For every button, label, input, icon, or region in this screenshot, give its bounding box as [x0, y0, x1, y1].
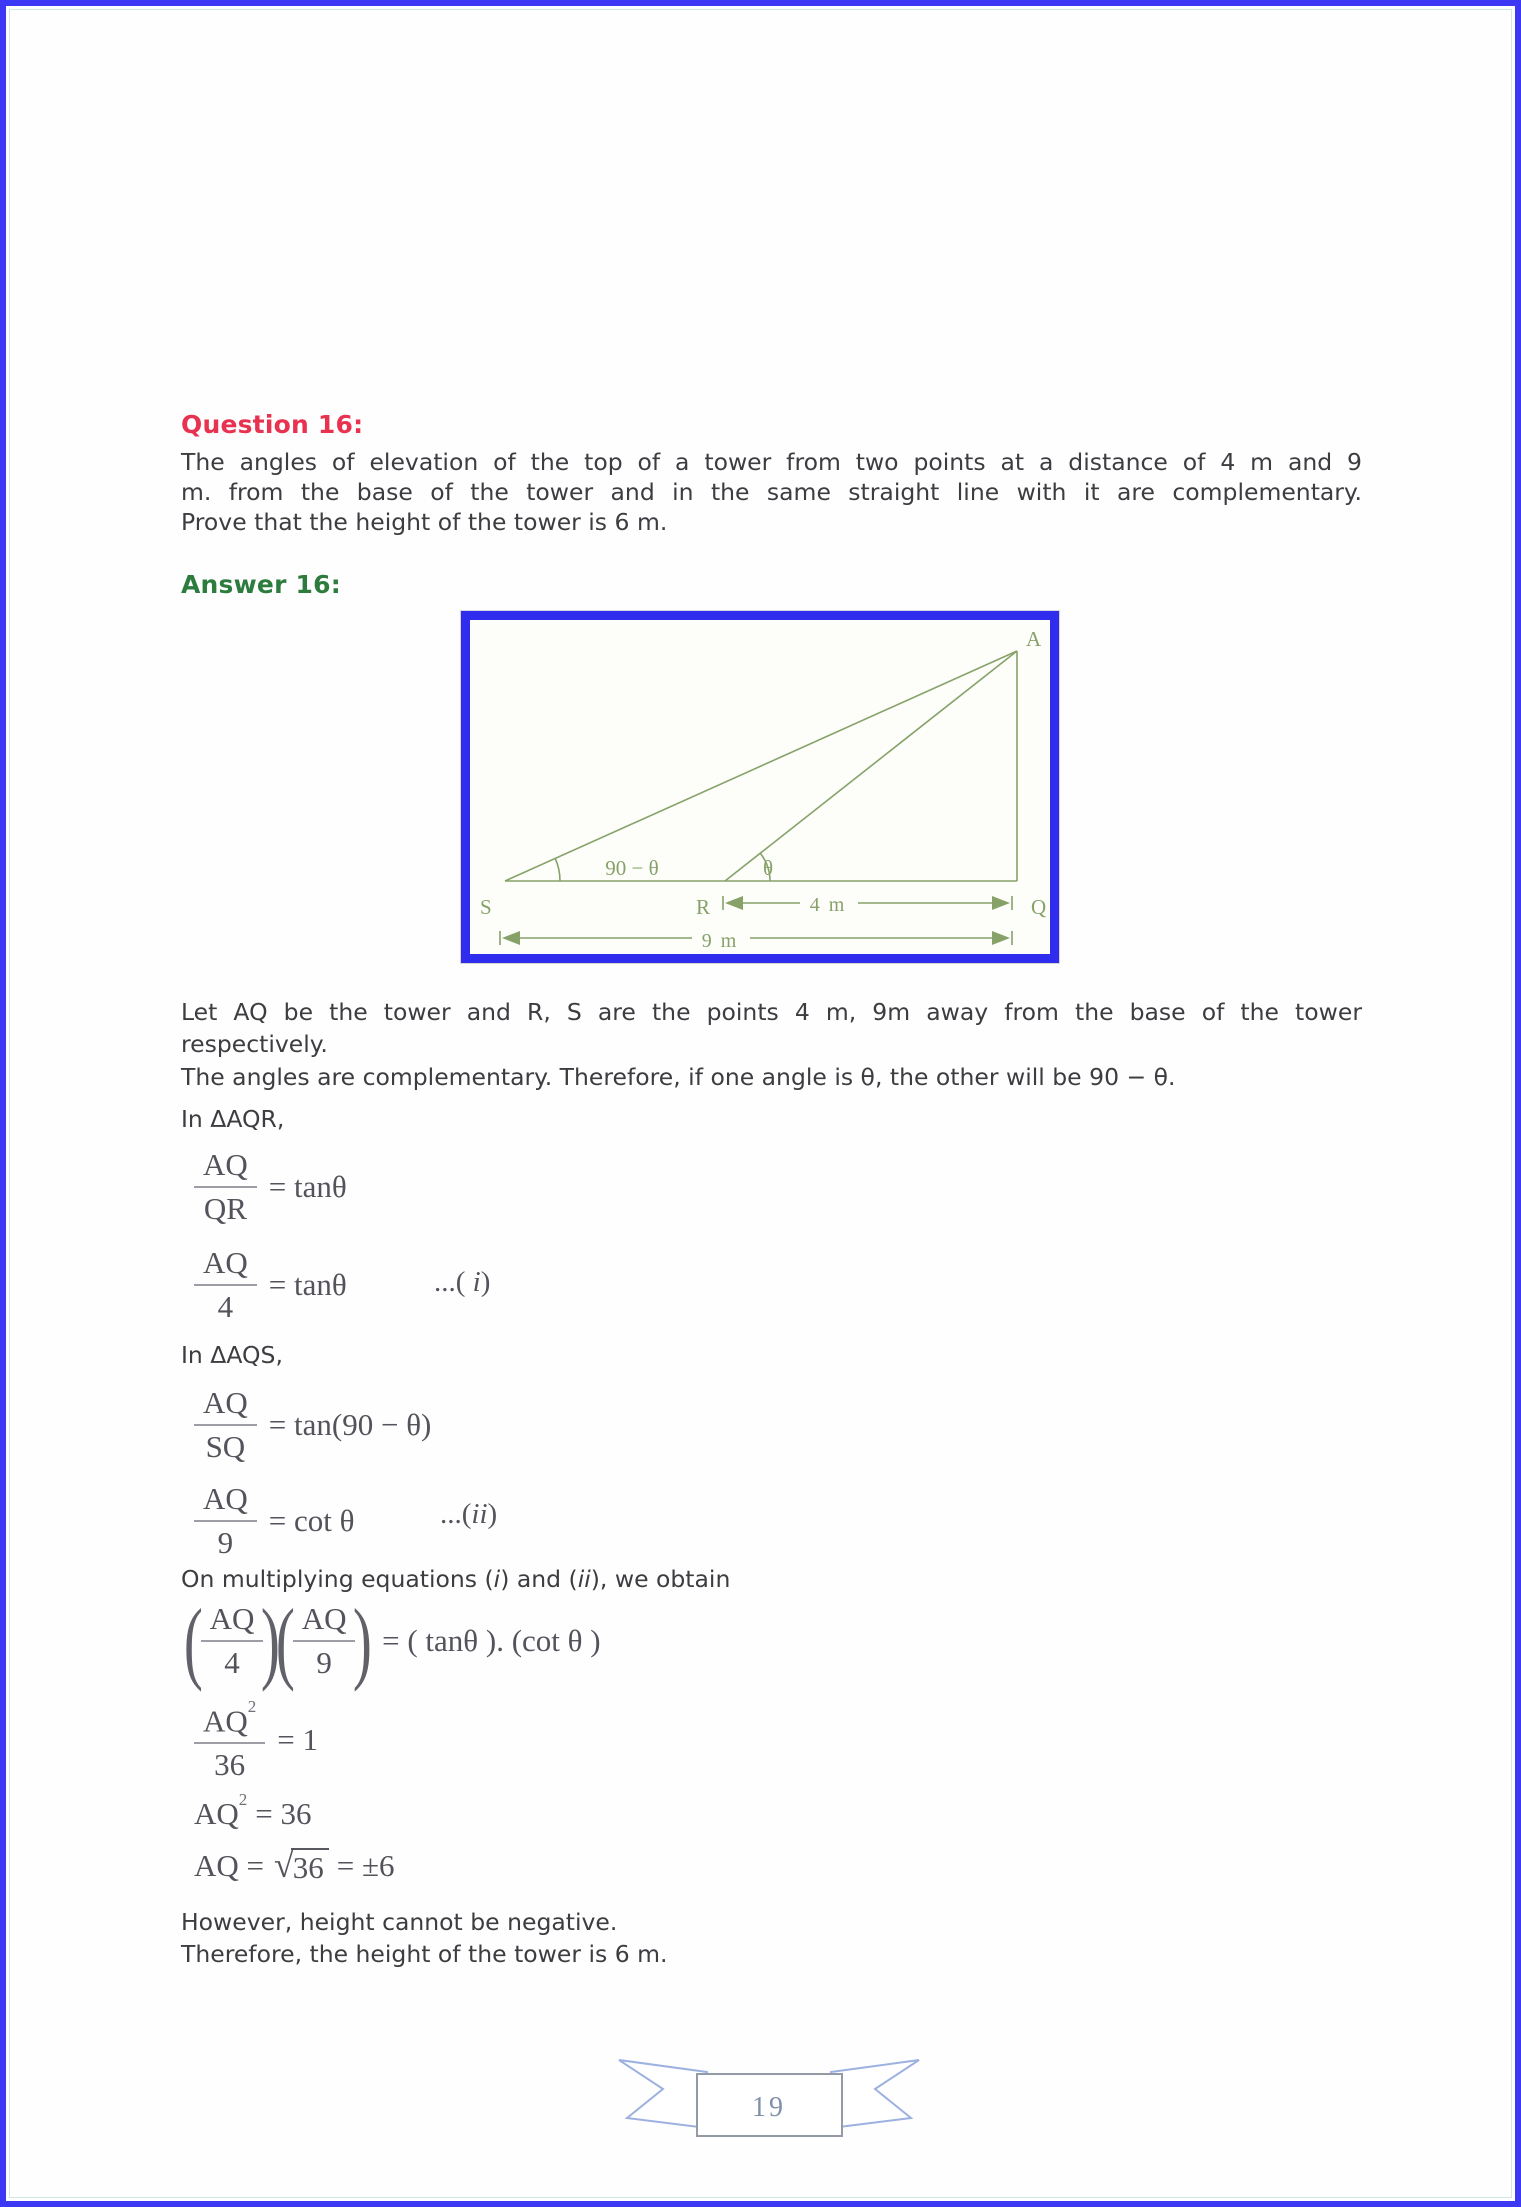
square-root: √ 36 [274, 1848, 329, 1884]
distance-label-9m: 9 m [701, 930, 739, 952]
equation-4-rhs: = cot θ [268, 1503, 355, 1538]
equation-8 [194, 1845, 395, 1885]
equation-8-lhs: AQ = [194, 1848, 265, 1883]
equation-2-rhs: = tanθ [268, 1267, 347, 1302]
question-line-2: m. from the base of the tower and in the same straight line with it are complementary. [181, 478, 1362, 506]
equation-7-lhs: $AQ^2$ [194, 1790, 248, 1831]
dim4-right-arrowhead [992, 896, 1010, 910]
fraction-aq-sq: $\frac{AQ}{SQ}$ [194, 1386, 257, 1464]
page-number: 19 [752, 2092, 786, 2123]
angle-label-r: θ [763, 856, 774, 880]
equation-7-rhs: = 36 [255, 1796, 312, 1831]
solution-complementary-line: The angles are complementary. Therefore, if one angle is θ, the other will be 90 − θ. [181, 1063, 1176, 1091]
big-left-paren-1: ( [183, 1589, 203, 1692]
question-text [181, 447, 1362, 537]
radical-sign: √ [274, 1845, 294, 1885]
big-right-paren-1: ) [261, 1589, 281, 1692]
equation-7 [194, 1790, 312, 1832]
page-number-ribbon [607, 2046, 927, 2152]
big-left-paren-2: ( [275, 1589, 295, 1692]
ribbon-right-tail [831, 2060, 919, 2128]
fraction-aq-qr: $\frac{AQ}{QR}$ [194, 1148, 257, 1226]
angle-arc-s [555, 858, 560, 881]
sightline-ra [725, 651, 1017, 881]
solution-let-line-2: respectively. [181, 1030, 328, 1058]
equation-4 [194, 1482, 355, 1560]
question-line-1: The angles of elevation of the top of a tower from two points at a distance of 4 m and 9 [181, 448, 1362, 476]
vertex-label-q: Q [1031, 895, 1047, 919]
question-line-3: Prove that the height of the tower is 6 m. [181, 508, 668, 536]
dim9-right-arrowhead [992, 931, 1010, 945]
vertex-label-a: A [1026, 627, 1042, 651]
equation-1 [194, 1148, 347, 1226]
vertex-label-s: S [480, 895, 492, 919]
question-heading: Question 16: [181, 410, 364, 439]
equation-8-rhs: = ±6 [336, 1848, 395, 1883]
equation-3 [194, 1386, 431, 1464]
tower-diagram-svg [470, 620, 1050, 954]
sightline-sa [505, 651, 1017, 881]
solution-however-line: However, height cannot be negative. [181, 1908, 618, 1936]
solution-let-line-1: Let AQ be the tower and R, S are the points 4 m, 9m away from the base of the tower [181, 998, 1362, 1026]
equation-4-tag: ...(ii) [440, 1498, 498, 1530]
equation-6 [194, 1698, 318, 1782]
ribbon-left-tail [619, 2060, 707, 2128]
solution-therefore-line: Therefore, the height of the tower is 6 m. [181, 1940, 668, 1968]
solution-in-aqs: In ΔAQS, [181, 1341, 283, 1369]
fraction-aq2-36: $\frac{AQ^2}{36}$ [194, 1698, 265, 1782]
equation-3-rhs: = tan(90 − θ) [268, 1407, 432, 1442]
fraction-aq-4: $\frac{AQ}{4}$ [194, 1246, 257, 1324]
equation-2 [194, 1246, 347, 1324]
vertex-label-r: R [696, 895, 711, 919]
dim9-left-arrowhead [502, 931, 520, 945]
fraction-aq-4-b: $\frac{AQ}{4}$ [201, 1602, 264, 1680]
answer-heading: Answer 16: [181, 570, 341, 599]
solution-multiply-line: On multiplying equations (i) and (ii), we obtain [181, 1565, 731, 1593]
equation-5-rhs: = ( tanθ ). (cot θ ) [382, 1623, 601, 1658]
equation-1-rhs: = tanθ [268, 1169, 347, 1204]
fraction-aq-9: $\frac{AQ}{9}$ [194, 1482, 257, 1560]
solution-in-aqr: In ΔAQR, [181, 1105, 285, 1133]
equation-2-tag: ...( i) [434, 1266, 491, 1298]
equation-6-rhs: = 1 [277, 1722, 319, 1758]
angle-label-s: 90 − θ [605, 856, 659, 880]
dim4-left-arrowhead [725, 896, 743, 910]
tower-diagram-figure [461, 611, 1059, 963]
distance-label-4m: 4 m [809, 894, 847, 916]
big-right-paren-2: ) [353, 1589, 373, 1692]
equation-5 [183, 1589, 601, 1692]
fraction-aq-9-b: $\frac{AQ}{9}$ [293, 1602, 356, 1680]
